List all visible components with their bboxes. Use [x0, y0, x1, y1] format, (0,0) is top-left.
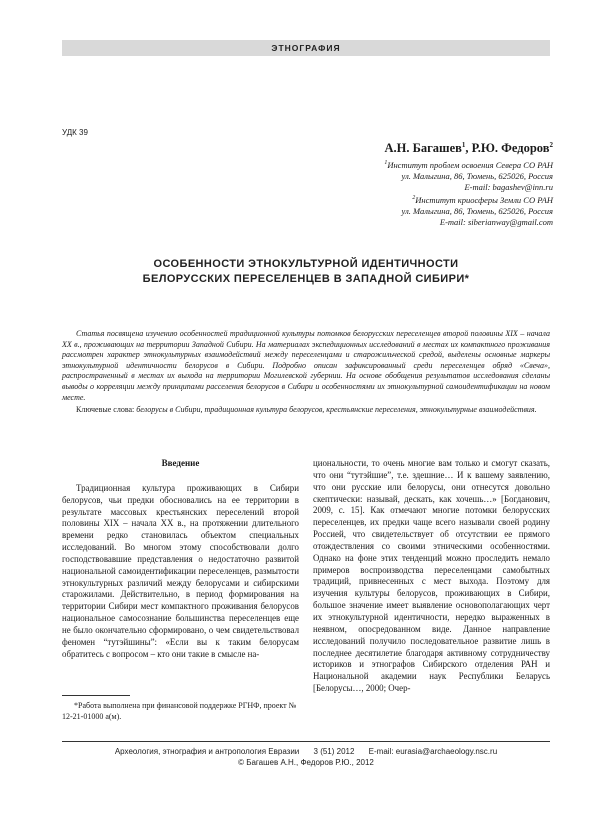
affiliation-mark: 2 [412, 194, 416, 201]
copyright: © Багашев А.Н., Федоров Р.Ю., 2012 [238, 758, 374, 767]
affiliations [253, 158, 553, 228]
affiliation-text: Институт криосферы Земли СО РАН [415, 194, 553, 205]
footnote: *Работа выполнена при финансовой поддержке РГНФ, проект № 12-21-01000 а(м). [62, 701, 297, 721]
author-mark: 1 [461, 141, 466, 149]
affiliation-mark: 1 [384, 160, 388, 166]
author-name: А.Н. Багашев [384, 141, 462, 156]
journal-email[interactable]: E-mail: eurasia@archaeology.nsc.ru [368, 747, 498, 756]
affiliation-text: ул. Малыгина, 86, Тюмень, 625026, Россия [401, 170, 553, 181]
authors-line [384, 141, 553, 156]
keywords [62, 405, 550, 416]
body-paragraph: Традиционная культура проживающих в Сибири белорусов, чьи предки обосновались на ее территории в результате массовых крестьянских переселений второй половины XIX – начала XX в., на протяжении длительного времени редко становилась объектом специальных исследований. Во многом этому способствовали долго господствовавшие представления о недостаточно развитой национальной самоидентификации переселенцев, размытости этнокультурных различий между белорусами и сибирскими старожилами. Действительно, в период формирования на территории Сибири мест компактного проживания белорусов национальное самосознание большинства переселенцев еще не было окончательно сформировано, о чем свидетельствовал феномен “тутэйшины”: «Если вы к таким белорусам обратитесь с вопросом – кто они такие в смысле на- [62, 482, 299, 659]
affiliation-line [253, 217, 553, 228]
udk-code: УДК 39 [62, 128, 88, 137]
affiliation-line [253, 171, 553, 182]
author-name: Р.Ю. Федоров [471, 141, 550, 156]
affiliation-email[interactable]: E-mail: bagashev@inn.ru [464, 181, 553, 192]
affiliation-text: Институт проблем освоения Севера СО РАН [387, 159, 553, 170]
affiliation-line [253, 206, 553, 217]
body-paragraph: циональности, то очень многие вам только и смогут сказать, что они “тутэйшие”, т.е. здешние… И к вашему заявлению, что они русские или белорусы, они отнесутся довольно скептически: называй, дескать, как хочешь…» [Богданович, 2009, с. 15]. Как отмечают многие потомки белорусских переселенцев, их предки чаще всего называли своей родину Россией, что свидетельствует об отсутствии ее прямого отождествления со своими этническими особенностями. Однако на фоне этих тенденций можно проследить немало примеров воспроизводства переселенцами самобытных традиций, привнесенных с мест выхода. Поэтому для изучения культуры белорусов, проживающих в Сибири, большое значение имеет выявление основополагающих черт их этнокультурной идентичности, нередко выраженных в неявном, опосредованном виде. Данное направление исследований получило последовательное развитие лишь в последнее десятилетие благодаря активному сотрудничеству историков и этнографов Сибирского отделения РАН и Национальной академии наук Республики Беларусь [Белорусы…, 2000; Очер- [313, 458, 550, 694]
footnote-divider [62, 695, 130, 696]
affiliation-line [253, 182, 553, 193]
keywords-label: Ключевые слова: [76, 405, 135, 414]
journal-issue: 3 (51) 2012 [313, 747, 355, 756]
abstract: Статья посвящена изучению особенностей традиционной культуры потомков белорусских переселенцев второй половины XIX – начала XX в., проживающих на территории Западной Сибири. На материалах экспедиционных исследований в местах их компактного проживания рассмотрен характер этнокультурных взаимодействий между переселенцами и старожильческой средой, выделены основные маркеры этнокультурной идентичности белорусов в Сибири. Подробно описан зафиксированный среди переселенцев обряд «Свеча», распространенный в местах их выхода на территории Могилевской губернии. На основе обобщения результатов исследования сделаны выводы о корреляции между принципами расселения белорусов в Сибири и особенностями их этнокультурной самоидентификации на новом месте. [62, 329, 550, 402]
right-column [313, 458, 550, 695]
affiliation-line [253, 193, 553, 206]
article-title [62, 257, 550, 287]
section-heading: Введение [161, 458, 200, 468]
affiliation-line [253, 158, 553, 171]
section-header [62, 40, 550, 56]
section-title: ЭТНОГРАФИЯ [271, 43, 341, 53]
affiliation-text: ул. Малыгина, 86, Тюмень, 625026, Россия [401, 205, 553, 216]
author-separator: , [465, 141, 472, 156]
journal-name: Археология, этнография и антропология Евразии [114, 747, 300, 756]
title-line: ОСОБЕННОСТИ ЭТНОКУЛЬТУРНОЙ ИДЕНТИЧНОСТИ [153, 258, 459, 270]
affiliation-email[interactable]: E-mail: siberianway@gmail.com [439, 216, 553, 227]
title-line: БЕЛОРУССКИХ ПЕРЕСЕЛЕНЦЕВ В ЗАПАДНОЙ СИБИРИ* [142, 273, 470, 285]
left-column [62, 458, 299, 661]
footer-divider [62, 741, 550, 742]
journal-info [62, 746, 550, 757]
keywords-text: белорусы в Сибири, традиционная культура белорусов, крестьянские переселения, этнокультурные взаимодействия. [136, 405, 537, 414]
author-mark: 2 [549, 141, 553, 149]
journal-footer [62, 746, 550, 768]
